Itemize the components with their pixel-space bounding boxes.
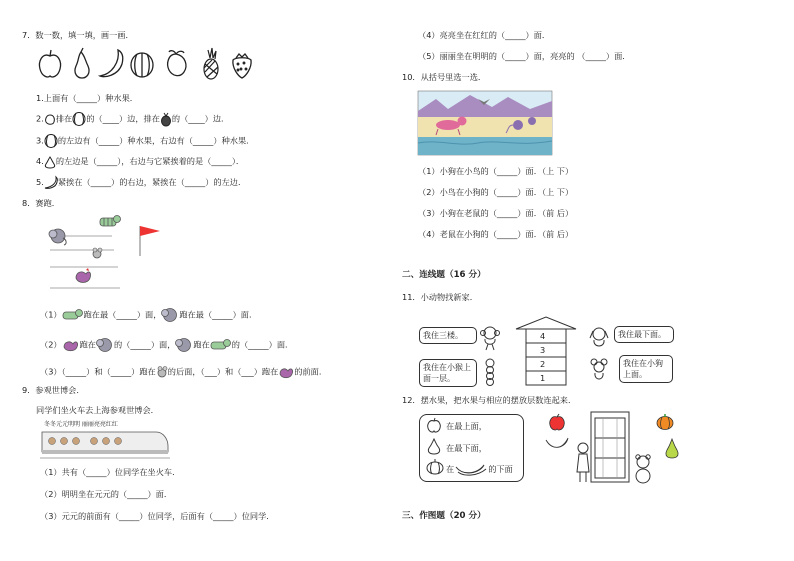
floor-1-label: 1 xyxy=(540,373,546,383)
monkey-icon xyxy=(480,326,500,352)
q10-title: 10．从括号里选一选． xyxy=(402,72,487,82)
q7-l2-text-c: 的（____）边． xyxy=(171,113,230,124)
q10-line-3: （3）小狗在老鼠的（_____）面．（前 后） xyxy=(418,208,574,218)
elephant-icon xyxy=(49,229,66,245)
apartment-building xyxy=(514,315,578,387)
caterpillar-icon xyxy=(480,358,500,386)
q7-l2-num: 2. xyxy=(36,113,44,124)
q8-l2-num: （2） xyxy=(40,339,62,350)
elephant-icon xyxy=(96,337,114,353)
q7-l3-num: 3. xyxy=(36,135,44,146)
pumpkin-icon xyxy=(426,459,444,475)
q12-title: 12．摆水果，把水果与相应的摆放层数连起来． xyxy=(402,395,577,405)
q11-title: 11．小动物找新家． xyxy=(402,292,478,302)
q7-fruit-row xyxy=(36,48,266,82)
q8-l1-num: （1） xyxy=(40,309,62,320)
floor-2-label: 2 xyxy=(540,359,546,369)
q7-l2-text-b: 的（____）边，排在 xyxy=(86,113,160,124)
watermelon-icon xyxy=(44,134,58,148)
tiger-icon xyxy=(100,216,121,227)
rooster-icon xyxy=(278,364,294,380)
apple-icon xyxy=(39,50,60,77)
elephant-icon xyxy=(161,307,179,323)
q7-line-4 xyxy=(36,155,244,168)
pumpkin-icon xyxy=(656,413,674,431)
q8-l2-text-d: 的（_____）面． xyxy=(231,339,294,350)
apple-icon xyxy=(426,417,442,433)
banana-icon xyxy=(44,176,58,189)
q10-line-4: （4）老鼠在小狗的（_____）面．（前 后） xyxy=(418,229,574,239)
q7-l4-text: 的左边是（_____），右边与它紧挨着的是（_____）． xyxy=(55,156,245,166)
mouse-icon xyxy=(588,358,610,384)
watermelon-icon xyxy=(72,112,86,126)
mouse-icon xyxy=(156,365,168,379)
q9-line-4: （4）亮亮坐在红红的（_____）面． xyxy=(418,30,551,40)
q7-line-5 xyxy=(36,176,246,189)
q12-rule-3-a: 在 xyxy=(446,464,455,474)
q7-line-1: 1.上面有（_____）种水果． xyxy=(36,93,138,103)
q10-line-2: （2）小鸟在小狗的（_____）面．（上 下） xyxy=(418,187,574,197)
banana-icon xyxy=(454,463,488,477)
q9-line-2: （2）明明坐在元元的（_____）面． xyxy=(40,489,173,499)
q8-l3-text-b: 的后面，（___）和（___）跑在 xyxy=(167,366,279,377)
pineapple-icon xyxy=(204,48,218,79)
finish-flag-icon xyxy=(140,226,160,256)
q7-title: 7．数一数，填一填，画一画． xyxy=(22,30,134,40)
q9-title: 9．参观世博会． xyxy=(22,385,85,395)
bubble-above-dog: 我住在小狗上面。 xyxy=(619,355,673,383)
tiger-icon xyxy=(62,308,84,322)
bubble-above-monkey: 我住在小猴上面一层。 xyxy=(419,359,477,387)
q8-l1-text-a: 跑在最（_____）面， xyxy=(83,309,162,320)
q12-rule-3 xyxy=(446,463,513,477)
peach-icon xyxy=(44,113,56,125)
q12-rule-1: 在最上面， xyxy=(446,421,487,431)
q9-line-5: （5）丽丽坐在明明的（_____）面，亮亮的 （_____）面． xyxy=(418,51,631,61)
q8-line-2 xyxy=(40,337,293,353)
banana-icon xyxy=(100,50,123,77)
q8-l3-text-c: 的前面． xyxy=(294,366,328,377)
pear-icon xyxy=(75,48,89,78)
strawberry-icon xyxy=(233,54,251,78)
pear-icon xyxy=(426,437,442,455)
q8-line-1 xyxy=(40,307,257,323)
q7-l3-text: 的左边有（_____）种水果，右边有（_____）种水果． xyxy=(57,135,255,146)
section-3-heading: 三、作图题（20 分） xyxy=(402,511,486,521)
elephant-icon xyxy=(175,337,193,353)
tiger-icon xyxy=(210,338,232,352)
floor-3-label: 3 xyxy=(540,345,546,355)
peach-icon xyxy=(168,51,186,76)
girl-icon xyxy=(577,443,589,482)
pear-icon xyxy=(44,155,56,168)
rooster-icon xyxy=(76,268,91,283)
pineapple-icon xyxy=(160,112,172,126)
q8-l2-text-a: 跑在 xyxy=(79,339,96,350)
race-illustration xyxy=(44,212,174,292)
q7-line-2 xyxy=(36,112,229,126)
q7-l5-num: 5. xyxy=(36,177,44,187)
section-2-heading: 二、连线题（16 分） xyxy=(402,270,486,280)
q9-intro: 同学们坐火车去上海参观世博会． xyxy=(36,405,159,415)
q9-line-3: （3）元元的前面有（_____）位同学，后面有（_____）位同学． xyxy=(40,511,275,521)
train-illustration xyxy=(40,422,170,462)
q8-l3-text-a: （3）（_____）和（_____）跑在 xyxy=(40,366,156,377)
q8-line-3 xyxy=(40,364,327,380)
q8-l1-text-b: 跑在最（_____）面． xyxy=(179,309,258,320)
q7-l2-text-a: 排在 xyxy=(55,113,73,124)
watermelon-icon xyxy=(131,53,153,77)
bubble-lowest-floor: 我住最下面。 xyxy=(614,326,674,343)
bear-icon xyxy=(636,455,650,483)
q8-title: 8．赛跑． xyxy=(22,198,60,208)
q8-l2-text-c: 跑在 xyxy=(193,339,210,350)
q7-line-3 xyxy=(36,134,254,148)
banana-icon xyxy=(544,434,570,454)
q10-line-1: （1）小狗在小鸟的（_____）面．（上 下） xyxy=(418,166,574,176)
apple-icon xyxy=(548,413,566,431)
pear-icon xyxy=(664,437,680,459)
dog-icon xyxy=(588,326,610,350)
q12-rule-3-b: 的下面 xyxy=(488,464,513,474)
rooster-icon xyxy=(62,338,80,352)
fruit-shelf-illustration xyxy=(575,408,655,486)
bubble-third-floor: 我住三楼。 xyxy=(419,327,477,344)
q7-l4-num: 4. xyxy=(36,156,44,166)
q9-line-1: （1）共有（_____）位同学在坐火车． xyxy=(40,467,181,477)
floor-4-label: 4 xyxy=(540,331,546,341)
q8-l2-text-b: 的（_____）面， xyxy=(113,339,176,350)
q10-scene-picture xyxy=(418,91,552,155)
train-names: 冬冬元元明明 丽丽亮亮红红 xyxy=(44,421,118,428)
q7-l5-text: 紧挨在（_____）的右边，紧挨在（_____）的左边． xyxy=(57,177,247,187)
q12-rule-2: 在最下面， xyxy=(446,443,487,453)
